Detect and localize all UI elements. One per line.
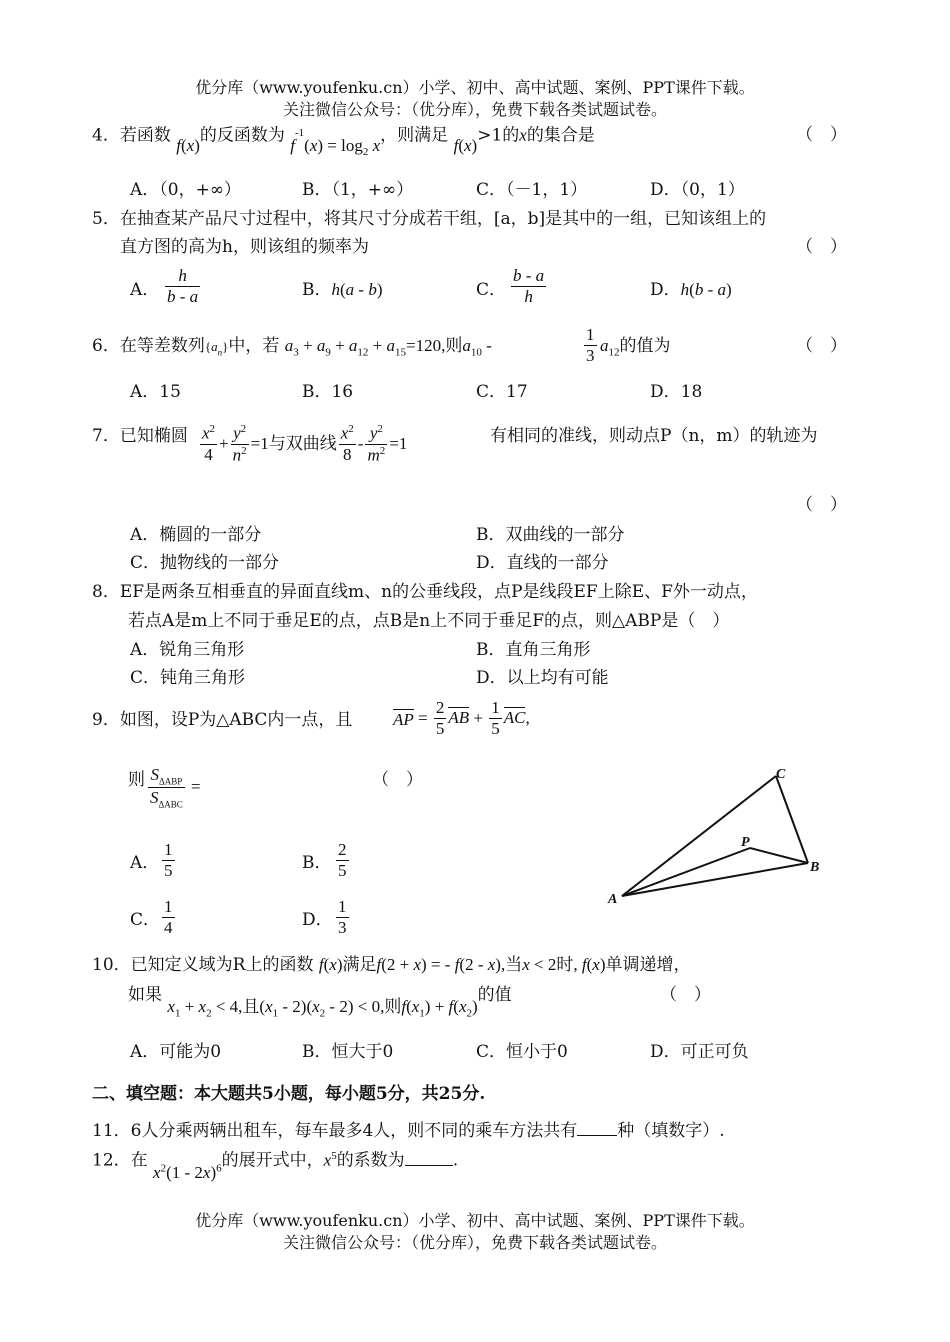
q6-option-b: B．16 [302, 382, 354, 402]
q10-option-b: B．恒大于0 [302, 1042, 394, 1062]
segment-pb [750, 848, 808, 863]
question-6: 6．在等差数列$\{a_n\}$中，若 $a_3 + a_9 + a_{12} + a_{15}=120$,则$a_{10}$ - [92, 336, 492, 359]
q5-option-d: D．h(b - a) [650, 280, 732, 300]
q9-vector-eq: AP = $\frac{2}{5}$ AB + $\frac{1}{5}$ AC, [393, 698, 530, 739]
q10-option-a: A．可能为0 [130, 1042, 222, 1062]
header-line-1: 优分库（www.youfenku.cn）小学、初中、高中试题、案例、PPT课件下载。 [195, 78, 755, 97]
q5-line-2: 直方图的高为h，则该组的频率为 [120, 237, 369, 257]
q10-bracket: （ ） [660, 985, 711, 1005]
segment-ab [622, 863, 808, 896]
q11-answer-blank[interactable] [577, 1121, 617, 1136]
q9-then: 则 [128, 770, 145, 790]
q9-bracket: （ ） [372, 770, 423, 790]
question-4: 4．若函数 f(x)的反函数为 $f^{-1}(x) = \log_2 x$，则满足 f(x)>1的x的集合是 [92, 125, 595, 159]
q8-option-a: A．锐角三角形 [130, 640, 245, 660]
q4-bracket: （ ） [796, 125, 847, 145]
q6-option-c: C．17 [476, 382, 528, 402]
q9-option-d: D． [302, 910, 333, 930]
question-11: 11．6人分乘两辆出租车，每车最多4人，则不同的乘车方法共有 种（填数字）. [92, 1121, 725, 1141]
q8-option-c: C．钝角三角形 [130, 668, 246, 688]
label-a: A [608, 892, 618, 907]
label-p: P [741, 835, 750, 850]
q4-option-d: D．（0，1） [650, 180, 745, 200]
q12-answer-blank[interactable] [405, 1151, 453, 1166]
q9-option-c-fraction: $\frac{1}{4}$ [164, 897, 173, 938]
q7-option-d: D．直线的一部分 [476, 553, 609, 573]
q5-line-1: 5．在抽查某产品尺寸过程中，将其尺寸分成若干组，[a，b]是其中的一组，已知该组上的 [92, 209, 767, 229]
triangle-figure [600, 760, 840, 910]
footer-line-2: 关注微信公众号：（优分库），免费下载各类试题试卷。 [282, 1233, 667, 1252]
q5-option-c-fraction: $\frac{b - a}{h}$ [513, 266, 545, 307]
label-b: B [810, 860, 820, 875]
question-12: 12．在 $x^2(1 - 2x)^6$的展开式中，$x^5$的系数为 . [92, 1150, 459, 1182]
q7-option-a: A．椭圆的一部分 [130, 525, 262, 545]
q7-tail: 有相同的准线，则动点P（n，m）的轨迹为 [490, 426, 818, 446]
q9-option-b-fraction: $\frac{2}{5}$ [338, 840, 347, 881]
q4-option-b: B．（1，+∞） [302, 180, 414, 200]
segment-ap [622, 848, 750, 896]
q9-option-b: B． [302, 853, 332, 873]
segment-ac [622, 776, 776, 896]
footer-line-1: 优分库（www.youfenku.cn）小学、初中、高中试题、案例、PPT课件下载。 [195, 1211, 755, 1230]
q5-option-a: A． [130, 280, 160, 300]
label-c: C [776, 767, 786, 782]
q9-area-ratio: $\frac{S_{\Delta ABP}}{S_{\Delta ABC}}$ = [150, 765, 201, 810]
q5-option-a-fraction: $\frac{h}{b - a}$ [167, 266, 199, 307]
q7-ellipse: $\frac{x^2}{4}$ + $\frac{y^2}{n^2}$ =1与双曲线 $\frac{x^2}{8}$ - $\frac{y^2}{m^2}$ =1 [202, 423, 408, 465]
q10-line-2: 如果 $x_1 + x_2 < 4$,且$(x_1 - 2)(x_2 - 2) < 0$,则$f(x_1) + f(x_2)$的值 [128, 985, 512, 1020]
header-line-2: 关注微信公众号：（优分库），免费下载各类试题试卷。 [282, 100, 667, 119]
q5-bracket: （ ） [796, 237, 847, 257]
q7-bracket: （ ） [796, 495, 847, 515]
q7-num: 7．已知椭圆 [92, 426, 188, 446]
q7-option-b: B．双曲线的一部分 [476, 525, 625, 545]
q4-option-c: C．（－1，1） [476, 180, 588, 200]
q4-option-a: A．（0，+∞） [130, 180, 241, 200]
q9-stem: 9．如图，设P为△ABC内一点，且 [92, 710, 353, 730]
q7-option-c: C．抛物线的一部分 [130, 553, 280, 573]
q5-option-c: C． [476, 280, 507, 300]
q6-tail: $a_{12}$的值为 [600, 336, 671, 359]
q9-option-d-fraction: $\frac{1}{3}$ [338, 897, 347, 938]
q9-option-c: C． [130, 910, 161, 930]
segment-cb [776, 776, 808, 863]
q6-bracket: （ ） [796, 336, 847, 356]
q6-option-d: D．18 [650, 382, 703, 402]
q8-line-2: 若点A是m上不同于垂足E的点，点B是n上不同于垂足F的点，则△ABP是（ ） [128, 611, 730, 631]
q9-option-a-fraction: $\frac{1}{5}$ [164, 840, 173, 881]
q6-one-third: $\frac{1}{3}$ [586, 325, 595, 366]
section-2-heading: 二、填空题：本大题共5小题，每小题5分，共25分. [92, 1084, 486, 1104]
q8-line-1: 8．EF是两条互相垂直的异面直线m、n的公垂线段，点P是线段EF上除E、F外一动点， [92, 582, 758, 602]
q10-option-c: C．恒小于0 [476, 1042, 568, 1062]
q10-line-1: 10．已知定义域为R上的函数 f(x)满足f(2 + x) = - f(2 - x),当x < 2时, f(x)单调递增， [92, 955, 691, 975]
q9-option-a: A． [130, 853, 160, 873]
q8-option-b: B．直角三角形 [476, 640, 591, 660]
q5-option-b: B．h(a - b) [302, 280, 383, 300]
q6-option-a: A．15 [130, 382, 181, 402]
q10-option-d: D．可正可负 [650, 1042, 749, 1062]
q8-option-d: D．以上均有可能 [476, 668, 609, 688]
